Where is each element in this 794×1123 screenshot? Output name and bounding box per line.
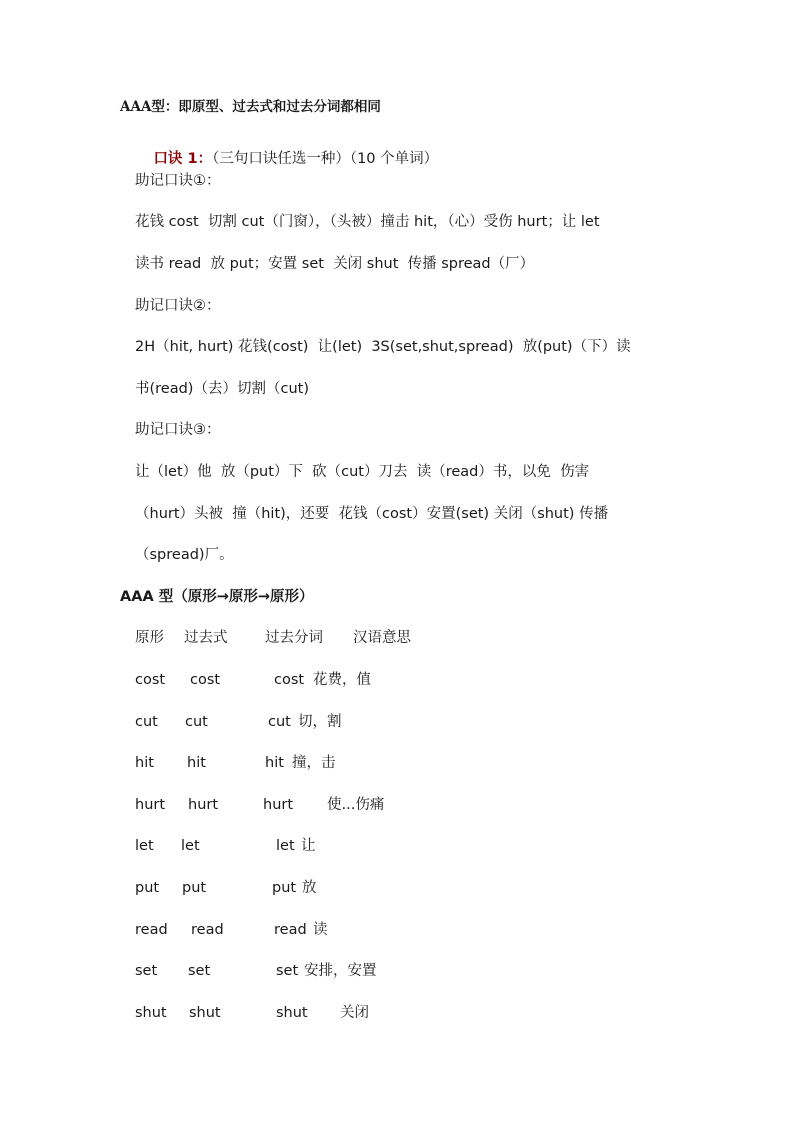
cell-base: hit xyxy=(135,755,154,771)
cell-past: hurt xyxy=(188,797,219,813)
mnemonic3-label: 助记口诀③： xyxy=(135,422,221,438)
cell-participle: hurt xyxy=(263,797,294,813)
cell-participle: cut xyxy=(268,714,291,730)
cell-base: cut xyxy=(135,714,158,730)
cell-base: read xyxy=(135,922,168,938)
header-past-participle: 过去分词 xyxy=(265,630,323,646)
section1-title: AAA型：即原型、过去式和过去分词都相同 xyxy=(120,99,381,115)
mnemonic2-line: 书(read)（去）切割（cut) xyxy=(135,381,309,397)
cell-meaning: 撞，击 xyxy=(292,755,336,771)
cell-past: hit xyxy=(187,755,206,771)
mnemonic1-line: 读书 read 放 put；安置 set 关闭 shut 传播 spread（厂） xyxy=(135,256,535,272)
cell-meaning: 读 xyxy=(313,922,328,938)
cell-base: cost xyxy=(135,672,166,688)
cell-past: put xyxy=(182,880,207,896)
header-base-form: 原形 xyxy=(135,630,164,646)
cell-base: hurt xyxy=(135,797,166,813)
cell-past: read xyxy=(191,922,224,938)
cell-participle: put xyxy=(272,880,297,896)
cell-meaning: 花费，值 xyxy=(313,672,371,688)
rhyme-note: （三句口诀任选一种）（10 个单词） xyxy=(212,151,439,167)
cell-past: cut xyxy=(185,714,208,730)
cell-past: let xyxy=(181,838,200,854)
cell-past: shut xyxy=(189,1005,221,1021)
cell-meaning: 使...伤痛 xyxy=(327,797,385,813)
cell-participle: shut xyxy=(276,1005,308,1021)
mnemonic2-label: 助记口诀②： xyxy=(135,298,221,314)
mnemonic1-label: 助记口诀①： xyxy=(135,173,221,189)
cell-participle: set xyxy=(276,963,299,979)
mnemonic1-line: 花钱 cost 切割 cut（门窗），（头被）撞击 hit，（心）受伤 hurt；让 let xyxy=(135,214,600,230)
mnemonic3-line: （spread)厂。 xyxy=(135,547,234,563)
rhyme-label: 口诀 1： xyxy=(153,151,213,167)
mnemonic3-line: 让（let）他 放（put）下 砍（cut）刀去 读（read）书，以免 伤害 xyxy=(135,464,590,480)
cell-meaning: 让 xyxy=(301,838,316,854)
cell-past: set xyxy=(188,963,211,979)
cell-base: let xyxy=(135,838,154,854)
cell-participle: hit xyxy=(265,755,284,771)
cell-base: put xyxy=(135,880,160,896)
mnemonic3-line: （hurt）头被 撞（hit)，还要 花钱（cost）安置(set) 关闭（shut) 传播 xyxy=(135,506,609,522)
cell-meaning: 安排，安置 xyxy=(304,963,377,979)
cell-participle: let xyxy=(276,838,295,854)
cell-base: set xyxy=(135,963,158,979)
cell-meaning: 关闭 xyxy=(340,1005,369,1021)
header-meaning: 汉语意思 xyxy=(353,630,411,646)
cell-meaning: 切，割 xyxy=(298,714,342,730)
cell-meaning: 放 xyxy=(302,880,317,896)
cell-participle: read xyxy=(274,922,307,938)
section2-title: AAA 型（原形→原形→原形） xyxy=(120,589,314,605)
cell-participle: cost xyxy=(274,672,305,688)
header-past-tense: 过去式 xyxy=(184,630,228,646)
mnemonic2-line: 2H（hit, hurt) 花钱(cost) 让(let) 3S(set,shut,spread) 放(put)（下）读 xyxy=(135,339,631,355)
cell-past: cost xyxy=(190,672,221,688)
cell-base: shut xyxy=(135,1005,167,1021)
